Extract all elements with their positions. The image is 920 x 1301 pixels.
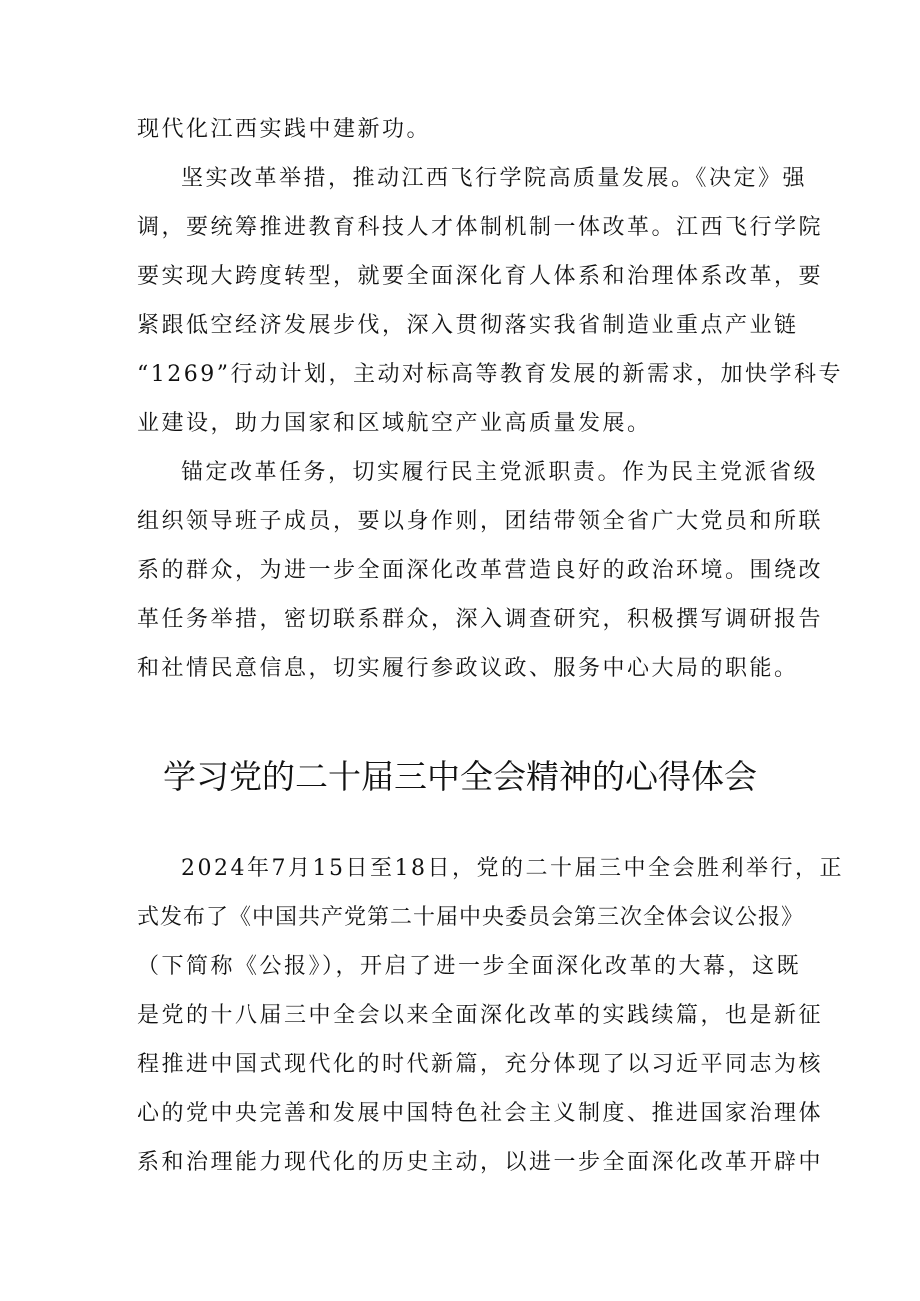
paragraph-line: 系的群众，为进一步全面深化改革营造良好的政治环境。围绕改 bbox=[137, 558, 824, 583]
paragraph-line: “1269”行动计划，主动对标高等教育发展的新需求，加快学科专 bbox=[137, 362, 843, 387]
paragraph-line: 锚定改革任务，切实履行民主党派职责。作为民主党派省级 bbox=[181, 460, 819, 485]
paragraph-line: 程推进中国式现代化的时代新篇，充分体现了以习近平同志为核 bbox=[137, 1052, 824, 1077]
paragraph-line: 式发布了《中国共产党第二十届中央委员会第三次全体会议公报》 bbox=[137, 905, 805, 930]
paragraph-line: 心的党中央完善和发展中国特色社会主义制度、推进国家治理体 bbox=[137, 1101, 824, 1126]
paragraph-line: 是党的十八届三中全会以来全面深化改革的实践续篇，也是新征 bbox=[137, 1003, 824, 1028]
section-title: 学习党的二十届三中全会精神的心得体会 bbox=[163, 757, 757, 796]
paragraph-continuation-line: 现代化江西实践中建新功。 bbox=[137, 117, 432, 142]
paragraph-line: （下简称《公报》），开启了进一步全面深化改革的大幕，这既 bbox=[137, 954, 802, 979]
paragraph-line: 业建设，助力国家和区域航空产业高质量发展。 bbox=[137, 411, 652, 436]
paragraph-line: 组织领导班子成员，要以身作则，团结带领全省广大党员和所联 bbox=[137, 509, 824, 534]
paragraph-line: 系和治理能力现代化的历史主动，以进一步全面深化改革开辟中 bbox=[137, 1150, 824, 1175]
paragraph-line: 坚实改革举措，推动江西飞行学院高质量发展。《决定》强 bbox=[181, 166, 808, 191]
paragraph-line: 紧跟低空经济发展步伐，深入贯彻落实我省制造业重点产业链 bbox=[137, 313, 799, 338]
paragraph-line: 调，要统筹推进教育科技人才体制机制一体改革。江西飞行学院 bbox=[137, 215, 824, 240]
paragraph-line: 要实现大跨度转型，就要全面深化育人体系和治理体系改革，要 bbox=[137, 264, 824, 289]
paragraph-line: 2024年7月15日至18日，党的二十届三中全会胜利举行，正 bbox=[181, 856, 844, 881]
paragraph-line: 革任务举措，密切联系群众，深入调查研究，积极撰写调研报告 bbox=[137, 607, 824, 632]
paragraph-line: 和社情民意信息，切实履行参政议政、服务中心大局的职能。 bbox=[137, 656, 799, 681]
